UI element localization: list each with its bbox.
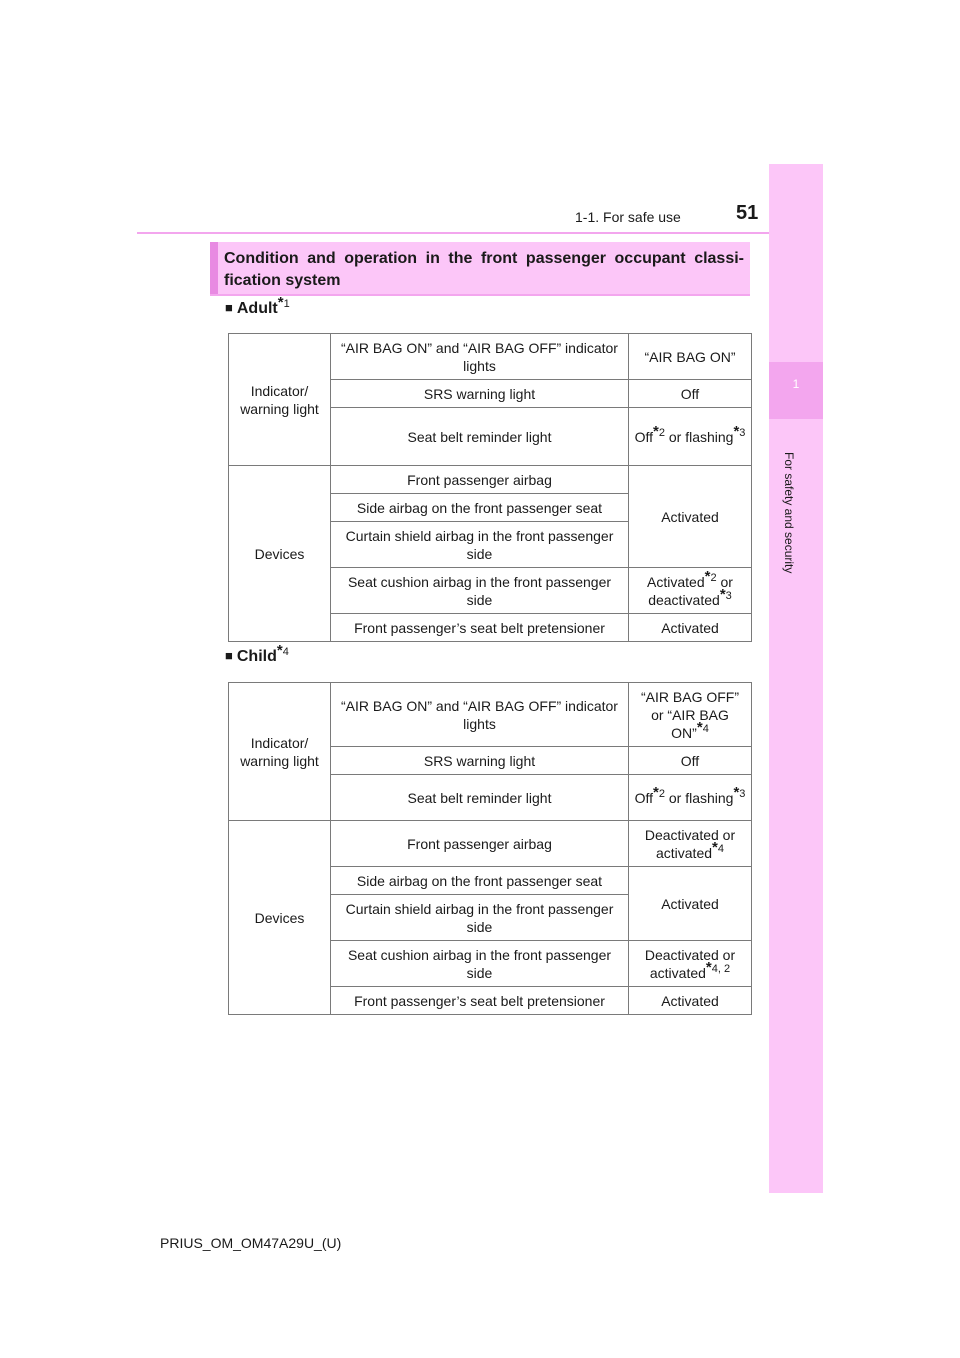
child-airbag-lights-item: “AIR BAG ON” and “AIR BAG OFF” indicator lights xyxy=(331,683,629,747)
table-row xyxy=(229,821,752,867)
adult-devices-label: Devices xyxy=(229,466,331,642)
footnote-marker: *4 xyxy=(276,641,289,659)
child-srs-item: SRS warning light xyxy=(331,747,629,775)
child-indicator-label: Indicator/ warning light xyxy=(229,683,331,821)
square-bullet-icon: ■ xyxy=(225,648,233,663)
square-bullet-icon: ■ xyxy=(225,300,233,315)
child-curtain-item: Curtain shield airbag in the front passenger side xyxy=(331,895,629,941)
child-front-airbag-value: Deactivated or activated$^{*4}$ xyxy=(629,821,752,867)
adult-curtain-item: Curtain shield airbag in the front passenger side xyxy=(331,522,629,568)
adult-cushion-value: Activated$^{*2}$ or deactivated$^{*3}$ xyxy=(629,568,752,614)
adult-seatbelt-value: Off$^{*2}$ or flashing$^{*3}$ xyxy=(629,408,752,466)
condition-heading-box xyxy=(210,242,750,296)
condition-heading-accent xyxy=(210,242,218,294)
adult-seatbelt-item: Seat belt reminder light xyxy=(331,408,629,466)
child-cushion-value: Deactivated or activated$^{*4, 2}$ xyxy=(629,941,752,987)
child-airbag-lights-value: “AIR BAG OFF” or “AIR BAG ON”$^{*4}$ xyxy=(629,683,752,747)
document-code: PRIUS_OM_OM47A29U_(U) xyxy=(160,1235,342,1251)
child-table xyxy=(228,682,752,1015)
adult-side-airbag-item: Side airbag on the front passenger seat xyxy=(331,494,629,522)
child-seatbelt-item: Seat belt reminder light xyxy=(331,775,629,821)
adult-pretensioner-value: Activated xyxy=(629,614,752,642)
adult-front-airbag-item: Front passenger airbag xyxy=(331,466,629,494)
section-title: 1-1. For safe use xyxy=(575,209,681,225)
child-front-airbag-item: Front passenger airbag xyxy=(331,821,629,867)
chapter-title: For safety and security xyxy=(782,452,796,574)
adult-pretensioner-item: Front passenger’s seat belt pretensioner xyxy=(331,614,629,642)
child-pretensioner-item: Front passenger’s seat belt pretensioner xyxy=(331,987,629,1015)
footnote-marker: *1 xyxy=(277,293,290,311)
child-heading xyxy=(225,641,289,666)
adult-srs-item: SRS warning light xyxy=(331,380,629,408)
chapter-number: 1 xyxy=(792,377,800,391)
chapter-tab xyxy=(769,164,823,1193)
child-devices-label: Devices xyxy=(229,821,331,1015)
adult-airbag-group-value: Activated xyxy=(629,466,752,568)
child-srs-value: Off xyxy=(629,747,752,775)
adult-heading-text: Adult xyxy=(236,300,278,317)
adult-airbag-lights-value: “AIR BAG ON” xyxy=(629,334,752,380)
child-cushion-item: Seat cushion airbag in the front passenger side xyxy=(331,941,629,987)
child-side-group-value: Activated xyxy=(629,867,752,941)
adult-table xyxy=(228,333,752,642)
adult-srs-value: Off xyxy=(629,380,752,408)
header-rule xyxy=(137,232,823,234)
adult-indicator-label: Indicator/ warning light xyxy=(229,334,331,466)
table-row xyxy=(229,683,752,747)
condition-heading: Condition and operation in the front passenger occupant classi-fication system xyxy=(224,250,744,289)
child-heading-text: Child xyxy=(236,648,277,665)
adult-heading xyxy=(225,293,290,318)
adult-cushion-item: Seat cushion airbag in the front passenger side xyxy=(331,568,629,614)
table-row xyxy=(229,334,752,380)
adult-airbag-lights-item: “AIR BAG ON” and “AIR BAG OFF” indicator lights xyxy=(331,334,629,380)
child-side-airbag-item: Side airbag on the front passenger seat xyxy=(331,867,629,895)
table-row xyxy=(229,466,752,494)
child-pretensioner-value: Activated xyxy=(629,987,752,1015)
child-seatbelt-value: Off$^{*2}$ or flashing$^{*3}$ xyxy=(629,775,752,821)
page-number: 51 xyxy=(736,202,759,224)
